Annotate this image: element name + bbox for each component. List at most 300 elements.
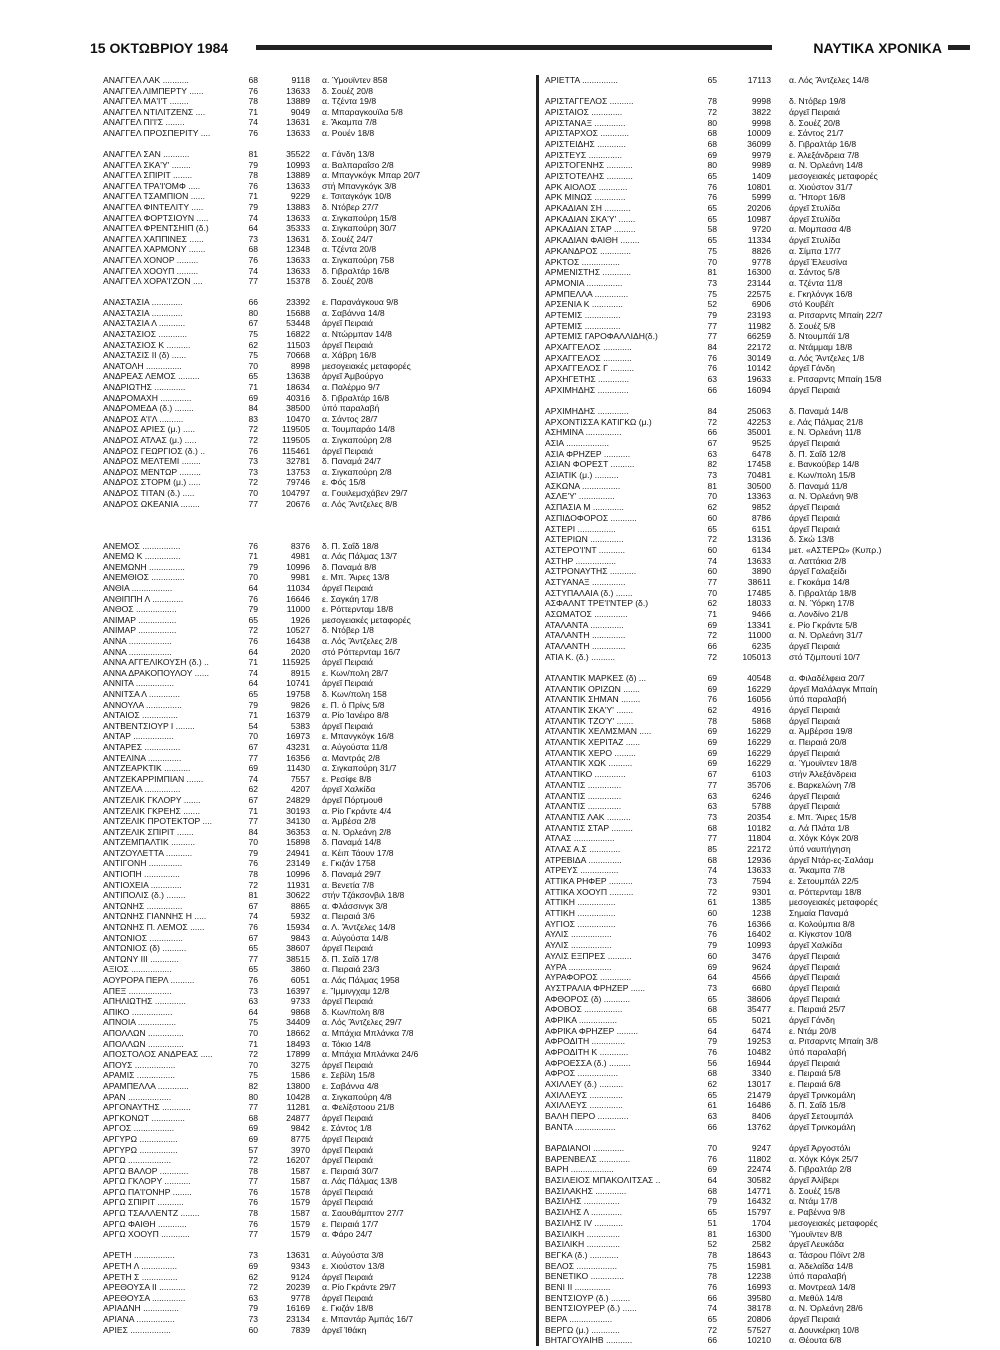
build-year: 72 <box>248 435 258 445</box>
tonnage: 13633 <box>286 180 310 191</box>
tonnage: 3275 <box>290 1059 310 1070</box>
build-year: 73 <box>707 811 717 822</box>
ship-entry <box>103 467 493 478</box>
build-year: 71 <box>248 106 258 117</box>
ship-name: ΑΝΔΡΟΜΑΧΗ ............. <box>103 392 192 403</box>
ship-name: ΑΡΕΤΗ ................. <box>103 1250 175 1261</box>
ship-entry <box>545 897 981 908</box>
build-year: 68 <box>707 138 717 149</box>
ship-status: α. Ν. Ὀρλεάνη 28/6 <box>789 1303 863 1314</box>
build-year: 70 <box>707 1143 717 1153</box>
ship-entry <box>545 919 981 930</box>
tonnage: 19758 <box>286 688 310 699</box>
tonnage: 11804 <box>747 833 771 844</box>
build-year: 66 <box>248 297 258 308</box>
tonnage: 16822 <box>286 329 310 340</box>
tonnage: 3890 <box>751 566 771 577</box>
build-year: 65 <box>707 523 717 534</box>
ship-status: άργεῖ Πειραιά <box>322 996 373 1007</box>
ship-status: α. Μαντράς 2/8 <box>322 752 380 763</box>
build-year: 65 <box>707 1207 717 1218</box>
ship-entry <box>103 488 493 499</box>
ship-status: ύπό παραλαβή <box>789 1047 847 1057</box>
tonnage: 9778 <box>290 1292 310 1303</box>
ship-entry <box>103 456 493 467</box>
ship-name: ΑΤΤΙΚΗ ................ <box>545 908 616 919</box>
build-year: 70 <box>248 360 258 371</box>
ship-status: δ. Γιβραλτάρ 16/8 <box>322 392 390 403</box>
tonnage: 5868 <box>751 715 771 726</box>
build-year: 69 <box>707 683 717 694</box>
ship-entry <box>545 620 981 631</box>
ship-entry <box>103 1219 493 1230</box>
build-year: 67 <box>248 900 258 911</box>
ship-status: α. Μοντρεαλ 14/8 <box>789 1281 856 1292</box>
ship-status: στήν Ἀλεξάνδρεια <box>789 769 857 780</box>
ship-name: ΑΝΑΣΤΑΣΙΟΣ ............ <box>103 329 188 340</box>
ship-status: άργεῖ Σετουμπάλ <box>789 1111 854 1122</box>
tonnage: 8865 <box>290 900 310 911</box>
ship-status: άργεῖ Πειραιά <box>322 943 373 954</box>
ship-entry <box>103 1261 493 1272</box>
ship-status: α. Τόκιο 14/8 <box>322 1038 371 1049</box>
ship-entry <box>103 1325 493 1336</box>
ship-entry <box>545 363 981 374</box>
ship-status: α. Λός Ἄντζελες 14/8 <box>789 75 869 85</box>
ship-name: ΑΝΤΕΛΙΝΑ .............. <box>103 752 182 763</box>
ship-name: ΑΦΡΟΔΙΤΗ .............. <box>545 1036 625 1047</box>
build-year: 68 <box>707 1185 717 1196</box>
build-year: 73 <box>707 470 717 481</box>
ship-status: άργεῖ Πειραιά <box>789 1314 840 1324</box>
ship-name: ΑΡΧΑΓΓΕΛΟΣ ............ <box>545 342 632 352</box>
ship-status: άργεῖ Πειραιά <box>322 445 373 456</box>
tonnage: 8998 <box>290 360 310 371</box>
tonnage: 15898 <box>286 837 310 848</box>
build-year: 69 <box>707 747 717 758</box>
tonnage: 9868 <box>290 1006 310 1017</box>
build-year: 74 <box>248 265 258 276</box>
ship-name: ΑΤΛΑΝΤΙΣ ΣΤΑΡ ......... <box>545 822 633 833</box>
ship-entry <box>103 1208 493 1219</box>
issue-date: 15 ΟΚΤΩΒΡΙΟΥ 1984 <box>90 40 229 56</box>
ship-name: ΑΝΕΜΩΝΗ ............... <box>103 561 185 572</box>
ship-status: α. Ρίο Γκράντε 4/4 <box>322 805 392 816</box>
build-year: 77 <box>248 498 258 509</box>
ship-entry <box>545 1015 981 1026</box>
ship-entry <box>103 647 493 658</box>
ship-status: ε. Ραβέννα 9/8 <box>789 1207 845 1218</box>
tonnage: 6474 <box>751 1025 771 1036</box>
ship-entry <box>545 449 981 460</box>
ship-status: ε. Σαγκάη 17/8 <box>322 593 379 604</box>
section-gap <box>545 662 981 673</box>
ship-status: α. Λός Ἄντζελες 1/8 <box>789 352 865 363</box>
ship-entry <box>545 182 981 193</box>
ship-name: ΑΣΙΑ ΦΡΗΖΕΡ ........... <box>545 448 631 459</box>
ship-entry <box>103 1314 493 1325</box>
section-gap <box>103 287 493 298</box>
tonnage: 30582 <box>747 1175 771 1186</box>
ship-entry <box>545 1154 981 1165</box>
ship-status: ε. Πειραιά 6/8 <box>789 1079 841 1090</box>
ship-status: α. Λός Ἄντζελες 29/7 <box>322 1017 402 1028</box>
ship-name: ΑΝΤΒΕΝΤΣΙΟΥΡ Ι ........ <box>103 720 195 731</box>
ship-entry <box>545 545 981 556</box>
build-year: 79 <box>248 699 258 710</box>
ship-entry <box>545 491 981 502</box>
tonnage: 9624 <box>751 961 771 972</box>
ship-name: ΒΕΛΟΣ ................. <box>545 1260 617 1271</box>
ship-status: ε. Τσιταγκόγκ 10/8 <box>322 191 392 202</box>
ship-name: ΑΝΑΓΓΕΛ ΣΚΑ'Υ' ........ <box>103 159 191 170</box>
ship-name: ΑΡΚΑΔΙΑΝ ΦΑΙΘΗ ........ <box>545 235 640 246</box>
build-year: 67 <box>707 438 717 448</box>
build-year: 76 <box>707 1281 717 1292</box>
tonnage: 38515 <box>286 953 310 964</box>
ship-status: ε. Π. ὁ Πρίνς 5/8 <box>322 699 385 710</box>
ship-name: ΑΝΤΙΠΟΛΙΣ (δ.) ........ <box>103 890 186 901</box>
ship-entry <box>103 1081 493 1092</box>
tonnage: 38178 <box>747 1303 771 1314</box>
build-year: 76 <box>248 255 258 265</box>
ship-name: ΑΤΤΙΚΗ ................ <box>545 897 616 908</box>
tonnage: 8826 <box>751 245 771 256</box>
ship-entry <box>545 1271 981 1282</box>
ship-entry <box>545 1100 981 1111</box>
ship-name: ΑΝΑΤΟΛΗ ............... <box>103 360 182 371</box>
build-year: 69 <box>707 1164 717 1175</box>
section-gap <box>103 1240 493 1251</box>
tonnage: 18662 <box>286 1027 310 1038</box>
build-year: 60 <box>707 908 717 919</box>
build-year: 76 <box>707 352 717 363</box>
ship-name: ΑΤΛΑΝΤΙΚ ΣΚΑ'Υ' ....... <box>545 705 634 715</box>
ship-entry <box>103 604 493 615</box>
tonnage: 16229 <box>747 737 771 748</box>
ship-name: ΑΤΑΛΑΝΤΗ .............. <box>545 641 626 652</box>
ship-status: δ. Ντόβερ 1/8 <box>322 625 374 636</box>
tonnage: 11802 <box>747 1153 771 1164</box>
ship-status: α. Κολούμπια 8/8 <box>789 918 855 929</box>
tonnage: 36353 <box>286 826 310 837</box>
ship-status: άργεῖ Γάνδη <box>789 1014 835 1025</box>
build-year: 61 <box>707 897 717 908</box>
ship-status: δ. Γιβραλτάρ 16/8 <box>789 138 857 149</box>
ship-status: α. Ντάμ 17/8 <box>789 1196 838 1207</box>
build-year: 73 <box>248 233 258 244</box>
tonnage: 42253 <box>747 416 771 427</box>
ship-name: ΑΡΣΕΝΙΑ Κ ............. <box>545 299 623 310</box>
build-year: 83 <box>248 413 258 424</box>
ship-name: ΑΠΟΥΣ ................. <box>103 1059 176 1070</box>
ship-status: άργεῖ Ἀμβούργο <box>322 371 384 382</box>
section-gap <box>545 1133 981 1144</box>
tonnage: 105013 <box>742 651 771 662</box>
tonnage: 14771 <box>747 1185 771 1196</box>
ship-status: α. Σίμπα 17/7 <box>789 245 841 256</box>
ship-name: ΒΑΣΙΛΗΣ ............... <box>545 1196 620 1207</box>
ship-entry <box>103 86 493 97</box>
build-year: 65 <box>707 1314 717 1324</box>
ship-status: ε. Γκοκάμα 14/8 <box>789 576 850 587</box>
ship-name: ΑΣΙΑ .................. <box>545 438 610 448</box>
ship-status: α. Ρίο Γκράντε 29/7 <box>322 1282 397 1293</box>
ship-status: α. Τζέντα 11/8 <box>789 277 843 288</box>
build-year: 78 <box>707 96 717 107</box>
ship-name: ΑΡΙΑΔΝΗ ............... <box>103 1303 179 1314</box>
tonnage: 10996 <box>286 561 310 572</box>
ship-status: α. Λονδίνο 21/8 <box>789 609 848 619</box>
ship-status: α. Μπάχια Μπλάνκα 24/6 <box>322 1049 419 1060</box>
ship-name: ΒΑΝΤΑ ................. <box>545 1121 616 1132</box>
tonnage: 20676 <box>286 498 310 509</box>
ship-name: ΑΝΤΖΕΚΑΡΡΙΜΠΙΑΝ ....... <box>103 773 204 784</box>
tonnage: 16944 <box>747 1057 771 1068</box>
ship-name: ΑΝΑΓΓΕΛ ΦΡΕΝΤΣΗΙΠ (δ.) <box>103 223 209 234</box>
ship-name: ΒΕΡΑ .................. <box>545 1314 613 1324</box>
ship-name: ΑΝΑΣΤΑΣΙΑ ............. <box>103 297 183 308</box>
ship-name: ΑΝΤΩΝΗΣ ............... <box>103 900 183 911</box>
tonnage: 13762 <box>747 1121 771 1132</box>
ship-name: ΑΡΑΜΠΕΛΛΑ ............. <box>103 1080 189 1091</box>
build-year: 80 <box>707 117 717 128</box>
ship-status: δ. Π. Σαΐδ 17/8 <box>322 953 379 964</box>
ship-status: άργεῖ Ἰθάκη <box>322 1324 367 1335</box>
ship-entry <box>103 1303 493 1314</box>
ship-entry <box>103 848 493 859</box>
build-year: 65 <box>248 371 258 382</box>
build-year: 76 <box>248 858 258 869</box>
ship-name: ΑΝΑΣΤΑΣΙΑ Λ ........... <box>103 318 186 329</box>
ship-entry <box>103 1250 493 1261</box>
ship-entry <box>545 812 981 823</box>
ship-name: ΑΝΕΜΩ Κ ............... <box>103 551 181 562</box>
build-year: 77 <box>248 276 258 287</box>
ship-status: α. Σάντος 5/8 <box>789 267 840 278</box>
ship-entry <box>103 858 493 869</box>
ship-status: α. Φάρο 24/7 <box>322 1229 373 1240</box>
tonnage: 11000 <box>286 604 310 615</box>
ship-name: ΑΡΚ ΑΙΟΛΟΣ ............ <box>545 181 628 192</box>
tonnage: 9733 <box>290 996 310 1007</box>
ship-status: άργεῖ Πειραιά <box>322 1144 373 1155</box>
build-year: 60 <box>707 544 717 555</box>
tonnage: 16402 <box>747 929 771 940</box>
ship-entry <box>545 1122 981 1133</box>
ship-name: ΑΝΑΓΓΕΛ ΣΠΙΡΙΤ ........ <box>103 170 193 181</box>
ship-entry <box>545 502 981 513</box>
ship-entry <box>103 170 493 181</box>
ship-entry <box>103 615 493 626</box>
build-year: 65 <box>248 614 258 625</box>
ship-status: στό Τζιμπουτί 10/7 <box>789 651 861 662</box>
ship-name: ΑΥΛΙΣ ΕΞΠΡΕΣ .......... <box>545 950 632 961</box>
header-rule <box>256 45 772 50</box>
tonnage: 18493 <box>286 1038 310 1049</box>
build-year: 52 <box>707 299 717 310</box>
ship-entry <box>103 128 493 139</box>
build-year: 68 <box>248 75 258 85</box>
tonnage: 9989 <box>751 160 771 171</box>
ship-entry <box>545 609 981 620</box>
ship-entry <box>103 901 493 912</box>
build-year: 58 <box>707 224 717 235</box>
ship-entry <box>103 933 493 944</box>
ship-name: ΑΡΧΑΓΓΕΛΟΣ ............ <box>545 352 632 363</box>
tonnage: 16973 <box>286 731 310 742</box>
build-year: 79 <box>248 1303 258 1314</box>
build-year: 71 <box>248 1038 258 1049</box>
ship-status: άργεῖ Πειραιά <box>789 1057 840 1068</box>
tonnage: 10210 <box>747 1335 771 1346</box>
ship-status: α. Δουνκέρκη 10/8 <box>789 1324 859 1335</box>
ship-status: α. Ρόττερνταμ 18/8 <box>789 886 862 897</box>
ship-name: ΑΤΡΕΥΣ ................ <box>545 865 619 876</box>
ship-name: ΑΤΛΑΝΤΙΚ ΧΩΚ .......... <box>545 758 633 769</box>
tonnage: 22575 <box>747 288 771 299</box>
ship-name: ΑΣΚΩΝΑ ................ <box>545 480 621 491</box>
build-year: 76 <box>248 636 258 646</box>
ship-status: στό Κουβέϊτ <box>789 299 835 310</box>
ship-entry <box>103 414 493 425</box>
ship-status: άργεῖ Γαλαξείδι <box>789 566 847 577</box>
tonnage: 21479 <box>747 1089 771 1100</box>
ship-entry <box>103 1060 493 1071</box>
ship-status: α. Χόγκ Κόγκ 20/8 <box>789 833 859 844</box>
ship-entry <box>103 541 493 552</box>
tonnage: 25063 <box>747 405 771 416</box>
page-header <box>90 38 970 64</box>
build-year: 71 <box>248 805 258 816</box>
build-year: 85 <box>707 843 717 854</box>
build-year: 51 <box>707 1217 717 1228</box>
tonnage: 13633 <box>747 865 771 876</box>
tonnage: 10741 <box>286 678 310 689</box>
ship-entry <box>545 673 981 684</box>
ship-entry <box>545 694 981 705</box>
tonnage: 16229 <box>747 726 771 737</box>
tonnage: 6235 <box>751 641 771 652</box>
tonnage: 11034 <box>286 583 310 594</box>
tonnage: 10009 <box>747 128 771 139</box>
ship-name: ΑΝΑΓΓΕΛ ΦΟΡΤΣΙΟΥΝ ..... <box>103 212 209 223</box>
tonnage: 35477 <box>747 1004 771 1015</box>
ship-entry <box>545 299 981 310</box>
ship-name: ΑΥΛΙΣ ................. <box>545 929 612 940</box>
build-year: 77 <box>248 953 258 964</box>
ship-name: ΑΣΙΑΤΙΚ (μ.) .......... <box>545 470 619 481</box>
ship-status: α. Ν. Ὀρλεάνη 2/8 <box>322 826 392 837</box>
ship-entry <box>103 350 493 361</box>
tonnage: 3476 <box>751 950 771 961</box>
tonnage: 13633 <box>286 212 310 223</box>
ship-status: ε. Φός 15/8 <box>322 477 366 488</box>
tonnage: 38611 <box>747 576 771 587</box>
build-year: 75 <box>707 245 717 256</box>
build-year: 76 <box>707 363 717 374</box>
ship-entry <box>103 1282 493 1293</box>
tonnage: 119505 <box>281 435 310 445</box>
ship-name: ΑΤΛΑΝΤΙΚ ΧΕΛΜΣΜΑΝ ..... <box>545 726 652 737</box>
tonnage: 10996 <box>286 869 310 880</box>
ship-name: ΑΣΤΕΡΟ'Ι'ΝΤ ........... <box>545 544 626 555</box>
ship-name: ΑΝΑΓΓΕΛ ΧΟΝΟΡ ......... <box>103 255 199 265</box>
tonnage: 12238 <box>747 1271 771 1282</box>
ship-name: ΑΝΝΟΥΛΑ ............... <box>103 699 182 710</box>
ship-name: ΑΡΓΩ ΓΚΛΟΡΥ ........... <box>103 1176 191 1187</box>
build-year: 67 <box>248 318 258 329</box>
build-year: 65 <box>707 203 717 214</box>
ship-entry <box>545 705 981 716</box>
tonnage: 16356 <box>286 752 310 763</box>
ship-entry <box>103 625 493 636</box>
ship-status: α. Γουιλεμσχάβεν 29/7 <box>322 487 408 498</box>
ship-name: ΑΝΤΙΓΟΝΗ .............. <box>103 858 183 869</box>
tonnage: 23144 <box>747 277 771 288</box>
ship-status: άργεῖ Πειραιά <box>789 961 840 972</box>
ship-status: άργεῖ Πειραιά <box>789 801 840 812</box>
ship-name: ΑΤΛΑΝΤΙΚ ΜΑΡΚΕΣ (δ) ... <box>545 672 646 683</box>
ship-entry <box>545 1058 981 1069</box>
ship-entry <box>545 406 981 417</box>
ship-entry <box>545 118 981 129</box>
build-year: 68 <box>707 822 717 833</box>
build-year: 78 <box>248 869 258 880</box>
ship-name: ΑΝΤΖΕΜΠΑΛΤΙΚ .......... <box>103 837 196 848</box>
build-year: 76 <box>707 918 717 929</box>
ship-name: ΑΣΗΜΙΝΑ ............... <box>545 427 622 438</box>
ship-name: ΑΡΧΙΜΗΔΗΣ ............. <box>545 405 629 416</box>
ship-status: άργεῖ Πειραιά <box>322 339 373 350</box>
build-year: 84 <box>248 403 258 414</box>
ship-name: ΑΤΛΑΝΤΙΚ ΤΖΟ'Υ' ....... <box>545 715 634 726</box>
ship-status: ε. Μπ. Ἄιρες 15/8 <box>789 811 857 822</box>
ship-entry <box>545 246 981 257</box>
ship-status: α. Ν. Ὀρλεάνη 9/8 <box>789 491 859 502</box>
build-year: 54 <box>248 720 258 731</box>
ship-status: α. Αὐγούστα 3/8 <box>322 1250 384 1261</box>
tonnage: 1586 <box>290 1070 310 1081</box>
build-year: 65 <box>707 993 717 1004</box>
ship-entry <box>545 513 981 524</box>
build-year: 69 <box>248 392 258 403</box>
build-year: 78 <box>707 715 717 726</box>
ship-entry <box>545 203 981 214</box>
ship-name: ΑΤΛΑΝΤΙΣ .............. <box>545 790 622 801</box>
ship-entry <box>103 234 493 245</box>
ship-status: άργεῖ Πόρτμουθ <box>322 794 383 805</box>
tonnage: 9118 <box>291 75 310 85</box>
ship-name: ΑΤΛΑΣ Α.Σ ............. <box>545 843 621 854</box>
tonnage: 20239 <box>286 1282 310 1293</box>
ship-entry <box>545 160 981 171</box>
ship-name: ΑΤΛΑΝΤΙΣ ΛΑΚ .......... <box>545 811 631 822</box>
build-year: 69 <box>248 1260 258 1271</box>
ship-entry <box>103 107 493 118</box>
build-year: 67 <box>248 741 258 752</box>
build-year: 73 <box>248 985 258 996</box>
tonnage: 11430 <box>286 763 310 774</box>
ship-entry <box>545 470 981 481</box>
ship-entry <box>545 235 981 246</box>
tonnage: 22172 <box>747 843 771 854</box>
ship-status: α. Σιγκαπούρη 30/7 <box>322 223 397 234</box>
ship-entry <box>545 1186 981 1197</box>
ship-entry <box>103 1049 493 1060</box>
ship-entry <box>545 1282 981 1293</box>
ship-status: α. Κίγκστον 10/8 <box>789 929 852 940</box>
